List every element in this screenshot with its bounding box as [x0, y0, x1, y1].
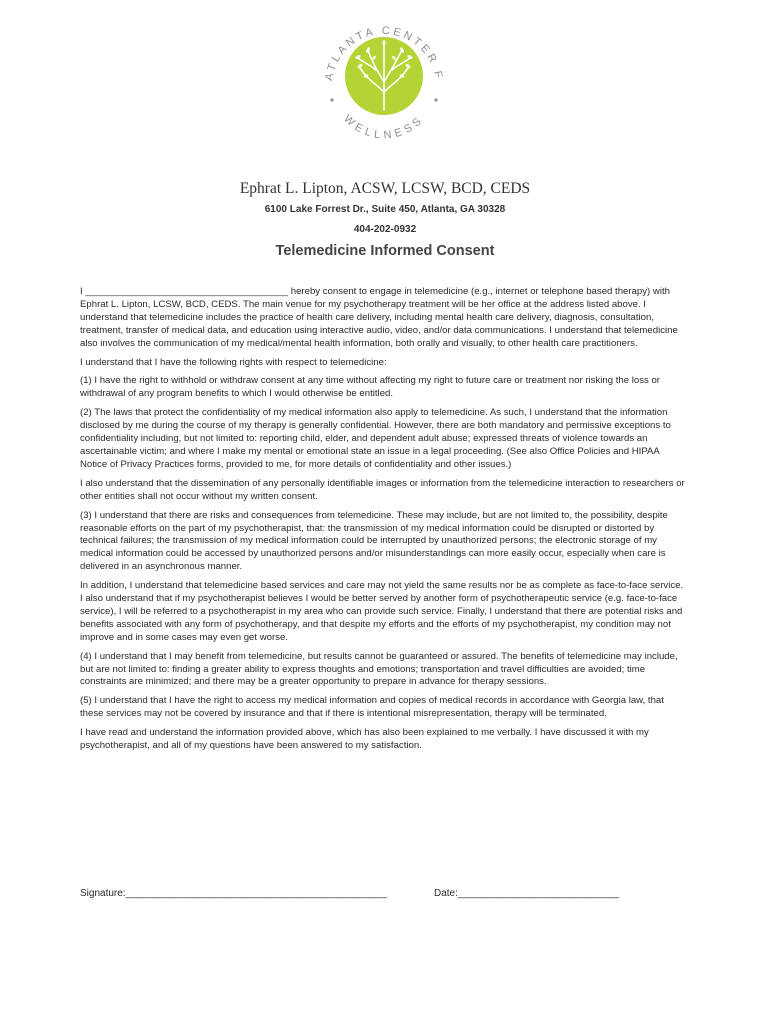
office-address: 6100 Lake Forrest Dr., Suite 450, Atlanta, GA 30328: [264, 204, 506, 215]
signature-line[interactable]: Signature:_______________________________________________: [80, 888, 387, 899]
rights-intro-paragraph: I understand that I have the following rights with respect to telemedicine:: [80, 356, 387, 368]
office-phone: 404-202-0932: [353, 224, 417, 235]
right-2-paragraph: (2) The laws that protect the confidentiality of my medical information also apply to telemedicine. As such, I understand that the information disclosed by me during the course of my therapy is generally confidential. However, there are both mandatory and permissive exceptions to confidentiality including, but not limited to: reporting child, elder, and dependent adult abuse; expressed threats of violence towards an ascertainable victim; and where I make my mental or emotional state an issue in a legal proceeding. (See also Office Policies and HIPAA Notice of Privacy Practices forms, provided to me, for more details of confidentiality and other issues.): [80, 407, 671, 470]
atlanta-center-for-wellness-logo: [316, 10, 452, 146]
logo-top-text: ATLANTA CENTER F: [323, 24, 445, 82]
dissemination-paragraph: I also understand that the dissemination of any personally identifiable images or information from the telemedicine interaction to researchers or other entities shall not occur without my written consent.: [80, 477, 685, 502]
consent-body: [80, 286, 686, 759]
consent-intro-paragraph: I ______________________________________ hereby consent to engage in telemedicine (e.g., internet or telephone based therapy) with Ephrat L. Lipton, LCSW, BCD, CEDS. The main venue for my psychotherapy treatment will be her office at the address listed above. I understand that telemedicine includes the practice of health care delivery, including mental health care delivery, diagnosis, consultation, treatment, transfer of medical data, and education using interactive audio, video, and/or data communications. I understand that telemedicine also involves the communication of my medical/mental health information, both orally and visually, to other health care practitioners.: [80, 286, 678, 349]
therapist-name: Ephrat L. Lipton, ACSW, LCSW, BCD, CEDS: [239, 180, 531, 197]
wellness-tree-logo-icon: [316, 10, 452, 146]
in-addition-paragraph: In addition, I understand that telemedicine based services and care may not yield the same results nor be as complete as face-to-face service. I also understand that if my psychotherapist believes I would be better served by another form of psychotherapeutic service (e.g. face-to-face service), I will be referred to a psychotherapist in my area who can provide such service. Finally, I understand that there are potential risks and benefits associated with any form of psychotherapy, and that despite my efforts and the efforts of my psychotherapist, my condition may not improve and in some cases may even get worse.: [80, 580, 684, 643]
document-title: Telemedicine Informed Consent: [275, 243, 495, 259]
date-line[interactable]: Date:_____________________________: [434, 888, 620, 899]
acknowledgement-paragraph: I have read and understand the information provided above, which has also been explained to me verbally. I have discussed it with my psychotherapist, and all of my questions have been answered to my satisfaction.: [80, 727, 649, 752]
right-3-paragraph: (3) I understand that there are risks and consequences from telemedicine. These may include, but are not limited to, the possibility, despite reasonable efforts on the part of my psychotherapist, that: the transmission of my medical information could be disrupted or distorted by technical failures; the transmission of my medical information could be interrupted by unauthorized persons; the electronic storage of my medical information could be accessed by unauthorized persons and/or misunderstandings can more easily occur, especially when care is delivered in an asynchronous manner.: [80, 509, 668, 573]
logo-dot-left: [330, 98, 333, 101]
right-1-paragraph: (1) I have the right to withhold or withdraw consent at any time without affecting my right to future care or treatment nor risking the loss or withdrawal of any program benefits to which I would otherwise be entitled.: [80, 375, 660, 400]
logo-dot-right: [434, 98, 437, 101]
logo-bottom-text: WELLNESS: [341, 112, 427, 142]
right-4-paragraph: (4) I understand that I may benefit from telemedicine, but results cannot be guaranteed or assured. The benefits of telemedicine may include, but are not limited to: finding a greater ability to express thoughts and emotions; transportation and travel difficulties are avoided; time constraints are minimized; and there may be a greater opportunity to prepare in advance for therapy sessions.: [80, 650, 678, 688]
right-5-paragraph: (5) I understand that I have the right to access my medical information and copies of medical records in accordance with Georgia law, that these services may not be covered by insurance and that if there is intentional misrepresentation, therapy will be terminated.: [80, 695, 664, 720]
